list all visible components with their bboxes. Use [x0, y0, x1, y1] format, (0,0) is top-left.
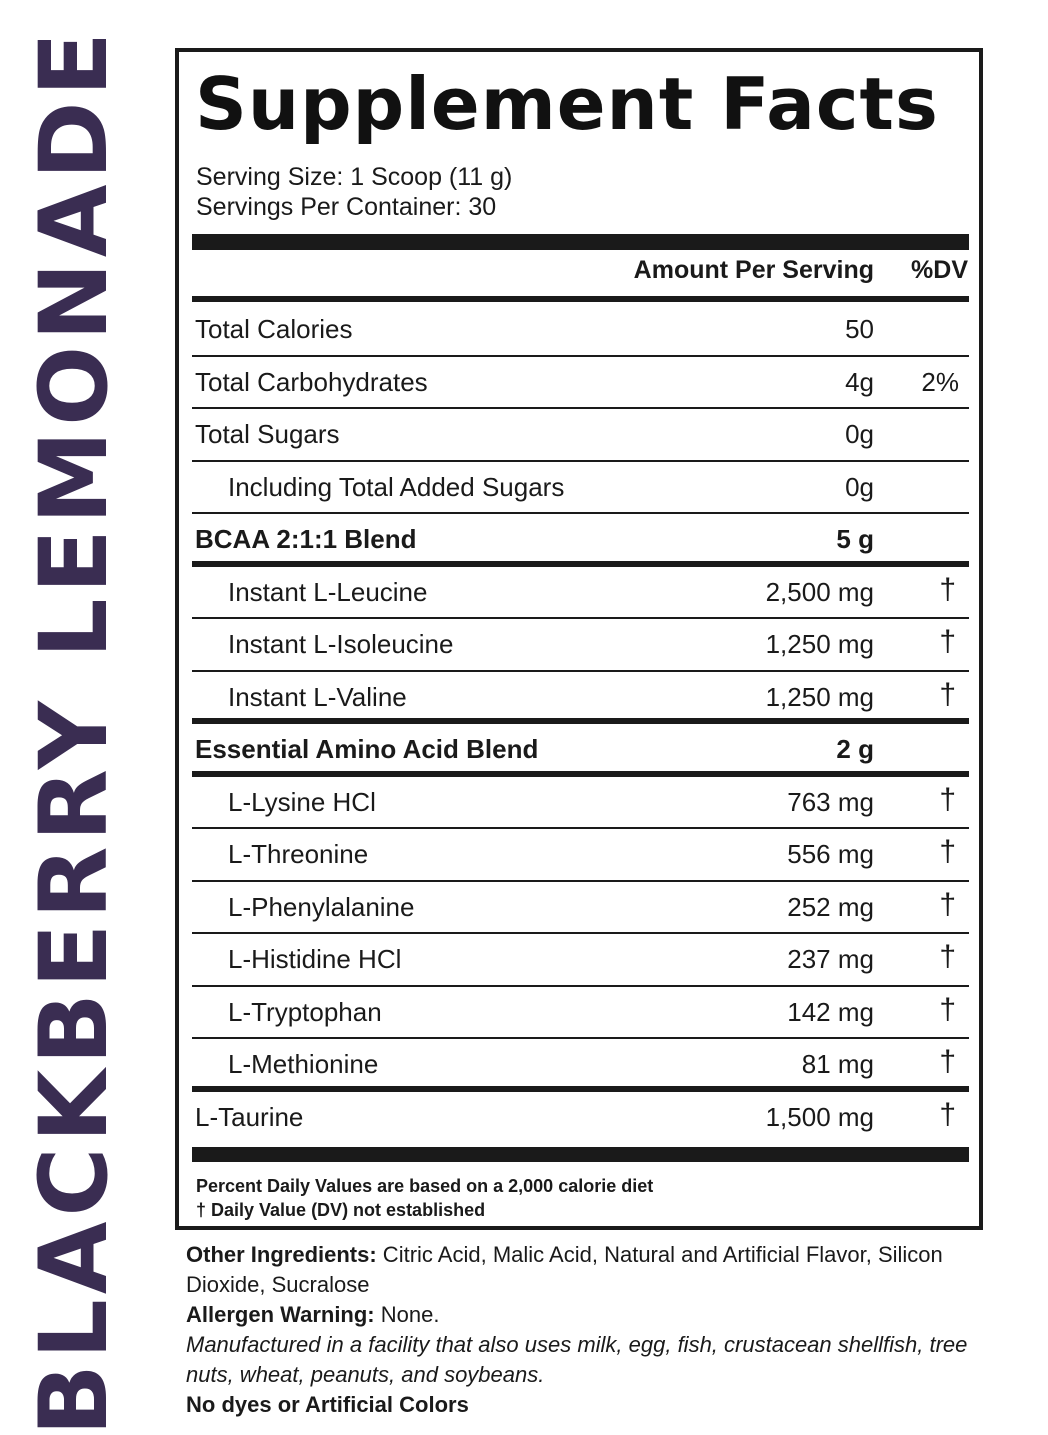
table-row	[192, 882, 969, 935]
header-rule	[192, 296, 969, 302]
supplement-facts-panel	[175, 48, 983, 1230]
row-dv: †	[939, 835, 956, 868]
row-amount: 763 mg	[787, 786, 874, 817]
flavor-banner	[6, 26, 142, 1435]
row-amount: 556 mg	[787, 839, 874, 869]
table-row	[192, 619, 969, 672]
row-name: L-Lysine HCl	[228, 786, 376, 817]
row-amount: 0g	[845, 419, 874, 449]
allergen-label: Allergen Warning:	[186, 1302, 375, 1327]
row-dv: †	[939, 887, 956, 921]
footnotes	[196, 1174, 653, 1222]
allergen-warning	[186, 1300, 986, 1330]
row-name: Total Sugars	[195, 419, 340, 449]
row-name: Instant L-Valine	[228, 681, 407, 712]
row-name: Essential Amino Acid Blend	[195, 734, 539, 764]
table-row	[192, 1092, 969, 1145]
row-amount: 2 g	[836, 734, 874, 764]
table-row	[192, 829, 969, 882]
row-name: L-Methionine	[228, 1049, 379, 1079]
serving-info	[196, 162, 512, 222]
allergen-text: None.	[374, 1302, 440, 1327]
no-dyes-text: No dyes or Artificial Colors	[186, 1392, 469, 1417]
row-amount: 237 mg	[787, 944, 874, 974]
serving-size: Serving Size: 1 Scoop (11 g)	[196, 163, 513, 191]
row-name: Total Calories	[195, 314, 353, 344]
table-row-blend	[192, 514, 969, 567]
other-info	[186, 1240, 986, 1420]
row-dv: †	[939, 625, 956, 658]
row-amount: 1,250 mg	[765, 681, 874, 712]
table-row	[192, 304, 969, 357]
facility-note-text: Manufactured in a facility that also uses milk, egg, fish, crustacean shellfish, tree nuts, wheat, peanuts, and soybeans.	[186, 1332, 968, 1387]
header-amount: Amount Per Serving	[633, 256, 874, 284]
table-row	[192, 1039, 969, 1092]
row-amount: 5 g	[836, 524, 874, 554]
table-row-blend	[192, 724, 969, 777]
row-dv: †	[939, 992, 956, 1026]
row-name: Including Total Added Sugars	[228, 471, 565, 502]
dv-not-established-note: † Daily Value (DV) not established	[196, 1200, 486, 1220]
table-row	[192, 567, 969, 620]
row-amount: 81 mg	[801, 1049, 874, 1079]
row-name: L-Histidine HCl	[228, 944, 402, 974]
nutrient-table	[192, 304, 969, 1144]
row-amount: 1,500 mg	[765, 1101, 874, 1132]
other-ingredients-text: Citric Acid, Malic Acid, Natural and Artificial Flavor, Silicon Dioxide, Sucralose	[186, 1242, 943, 1297]
table-row	[192, 934, 969, 987]
row-dv: †	[939, 1097, 956, 1131]
row-name: L-Threonine	[228, 839, 369, 869]
row-name: Instant L-Leucine	[228, 576, 428, 607]
row-dv: †	[939, 572, 956, 606]
dv-basis-note: Percent Daily Values are based on a 2,000 calorie diet	[196, 1176, 654, 1196]
row-name: Total Carbohydrates	[195, 366, 428, 397]
bottom-thick-rule	[192, 1147, 969, 1162]
row-dv: †	[939, 677, 956, 711]
row-dv: †	[939, 782, 956, 816]
column-header	[192, 248, 969, 292]
other-ingredients-label: Other Ingredients:	[186, 1242, 377, 1267]
row-name: Instant L-Isoleucine	[228, 629, 454, 659]
row-amount: 1,250 mg	[765, 629, 874, 659]
row-name: L-Tryptophan	[228, 996, 382, 1027]
table-row	[192, 409, 969, 462]
other-ingredients	[186, 1240, 986, 1300]
row-name: BCAA 2:1:1 Blend	[195, 524, 417, 554]
facility-note	[186, 1330, 986, 1390]
row-amount: 142 mg	[787, 996, 874, 1027]
table-row	[192, 777, 969, 830]
table-row	[192, 462, 969, 515]
row-name: L-Taurine	[195, 1101, 304, 1132]
row-amount: 4g	[845, 366, 874, 397]
row-amount: 0g	[845, 471, 874, 502]
row-dv: †	[939, 1045, 956, 1078]
row-dv: 2%	[921, 366, 959, 397]
table-row	[192, 987, 969, 1040]
row-dv: †	[939, 940, 956, 973]
header-dv: %DV	[911, 256, 968, 284]
row-name: L-Phenylalanine	[228, 891, 415, 922]
table-row	[192, 357, 969, 410]
flavor-name: BLACKBERRY LEMONADE	[19, 26, 129, 1435]
servings-per-container: Servings Per Container: 30	[196, 193, 497, 221]
panel-title: Supplement Facts	[195, 62, 939, 146]
row-amount: 252 mg	[787, 891, 874, 922]
row-amount: 2,500 mg	[765, 576, 874, 607]
table-row	[192, 672, 969, 725]
no-dyes-note	[186, 1390, 986, 1420]
row-amount: 50	[845, 314, 874, 344]
